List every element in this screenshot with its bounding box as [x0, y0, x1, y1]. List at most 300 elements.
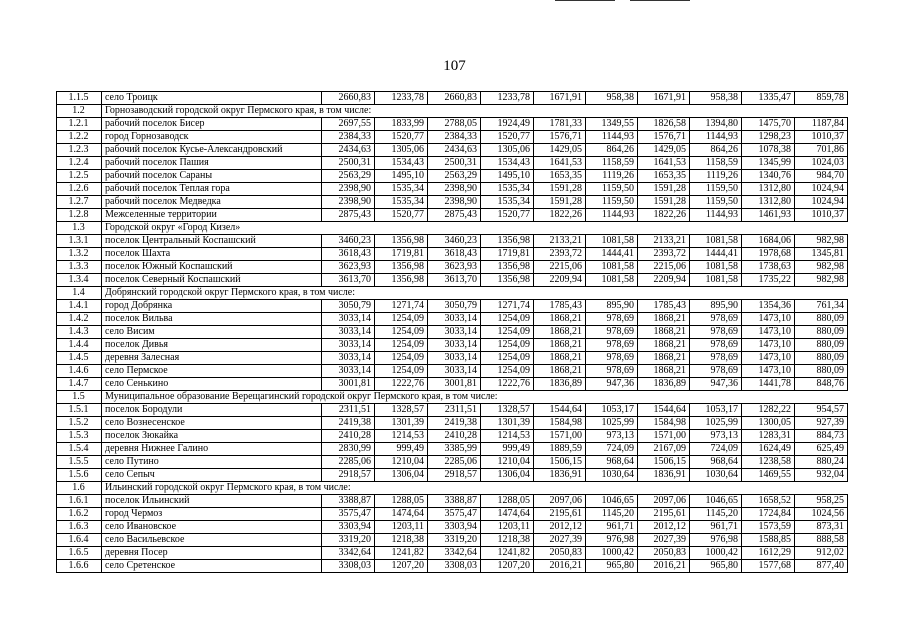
- value-cell: 1535,34: [375, 196, 428, 209]
- value-cell: 880,09: [795, 365, 848, 378]
- row-code: 1.6.3: [57, 521, 102, 534]
- value-cell: 978,69: [586, 352, 638, 365]
- value-cell: 3001,81: [428, 378, 481, 391]
- settlement-name: поселок Северный Коспашский: [102, 274, 322, 287]
- value-cell: 2410,28: [428, 430, 481, 443]
- value-cell: 1210,04: [481, 456, 534, 469]
- section-row: [57, 222, 848, 235]
- value-cell: 2419,38: [428, 417, 481, 430]
- value-cell: 3342,64: [428, 547, 481, 560]
- value-cell: 2050,83: [534, 547, 586, 560]
- settlement-name: город Чермоз: [102, 508, 322, 521]
- value-cell: 1301,39: [375, 417, 428, 430]
- value-cell: 1271,74: [375, 300, 428, 313]
- value-cell: 3308,03: [428, 560, 481, 573]
- value-cell: 978,69: [586, 365, 638, 378]
- settlement-name: рабочий поселок Медведка: [102, 196, 322, 209]
- value-cell: 2384,33: [428, 131, 481, 144]
- table-row: [57, 404, 848, 417]
- value-cell: 880,09: [795, 352, 848, 365]
- value-cell: 1158,59: [690, 157, 742, 170]
- value-cell: 2050,83: [638, 547, 690, 560]
- value-cell: 978,69: [586, 339, 638, 352]
- value-cell: 1081,58: [586, 261, 638, 274]
- table-row: [57, 560, 848, 573]
- section-title: Муниципальное образование Верещагинский городской округ Пермского края, в том числе:: [102, 391, 848, 404]
- settlement-name: рабочий поселок Сараны: [102, 170, 322, 183]
- table-row: [57, 508, 848, 521]
- value-cell: 1785,43: [534, 300, 586, 313]
- row-code: 1.3.3: [57, 261, 102, 274]
- value-cell: 3613,70: [322, 274, 375, 287]
- table-row: [57, 339, 848, 352]
- settlement-name: село Вознесенское: [102, 417, 322, 430]
- value-cell: 1254,09: [481, 313, 534, 326]
- value-cell: 973,13: [690, 430, 742, 443]
- value-cell: 2697,55: [322, 118, 375, 131]
- value-cell: 982,98: [795, 235, 848, 248]
- value-cell: 3033,14: [322, 326, 375, 339]
- row-code: 1.4.2: [57, 313, 102, 326]
- value-cell: 3460,23: [428, 235, 481, 248]
- table-row: [57, 456, 848, 469]
- value-cell: 965,80: [586, 560, 638, 573]
- table-row: [57, 313, 848, 326]
- row-code: 1.4: [57, 287, 102, 300]
- value-cell: 1591,28: [534, 196, 586, 209]
- value-cell: 1444,41: [690, 248, 742, 261]
- value-cell: 3033,14: [322, 313, 375, 326]
- value-cell: 1305,06: [481, 144, 534, 157]
- value-cell: 1584,98: [638, 417, 690, 430]
- value-cell: 877,40: [795, 560, 848, 573]
- section-title: Горнозаводский городской округ Пермского края, в том числе:: [102, 105, 848, 118]
- value-cell: 2398,90: [428, 183, 481, 196]
- value-cell: 1078,38: [742, 144, 795, 157]
- value-cell: 1254,09: [481, 352, 534, 365]
- value-cell: 1475,70: [742, 118, 795, 131]
- value-cell: 1301,39: [481, 417, 534, 430]
- table-row: [57, 352, 848, 365]
- table-row: [57, 209, 848, 222]
- value-cell: 895,90: [586, 300, 638, 313]
- value-cell: 1218,38: [375, 534, 428, 547]
- value-cell: 2027,39: [638, 534, 690, 547]
- value-cell: 880,09: [795, 339, 848, 352]
- settlement-name: село Сенькино: [102, 378, 322, 391]
- table-row: [57, 378, 848, 391]
- value-cell: 1444,41: [586, 248, 638, 261]
- value-cell: 1187,84: [795, 118, 848, 131]
- table-row: [57, 144, 848, 157]
- value-cell: 1024,94: [795, 196, 848, 209]
- value-cell: 1671,91: [534, 92, 586, 105]
- section-row: [57, 482, 848, 495]
- section-row: [57, 391, 848, 404]
- value-cell: 1591,28: [534, 183, 586, 196]
- value-cell: 1591,28: [638, 183, 690, 196]
- value-cell: 978,69: [690, 313, 742, 326]
- row-code: 1.2: [57, 105, 102, 118]
- value-cell: 1868,21: [638, 326, 690, 339]
- value-cell: 3303,94: [428, 521, 481, 534]
- value-cell: 3319,20: [428, 534, 481, 547]
- value-cell: 2660,83: [322, 92, 375, 105]
- value-cell: 1046,65: [586, 495, 638, 508]
- row-code: 1.3.4: [57, 274, 102, 287]
- value-cell: 1473,10: [742, 326, 795, 339]
- value-cell: 3033,14: [322, 352, 375, 365]
- value-cell: 976,98: [690, 534, 742, 547]
- value-cell: 1571,00: [638, 430, 690, 443]
- settlement-name: деревня Залесная: [102, 352, 322, 365]
- table-row: [57, 326, 848, 339]
- value-cell: 1588,85: [742, 534, 795, 547]
- value-cell: 1576,71: [534, 131, 586, 144]
- row-code: 1.4.5: [57, 352, 102, 365]
- value-cell: 3460,23: [322, 235, 375, 248]
- value-cell: 2563,29: [428, 170, 481, 183]
- value-cell: 1653,35: [534, 170, 586, 183]
- value-cell: 1305,06: [375, 144, 428, 157]
- row-code: 1.5.2: [57, 417, 102, 430]
- value-cell: 973,13: [586, 430, 638, 443]
- settlement-name: село Пермское: [102, 365, 322, 378]
- value-cell: 978,69: [690, 352, 742, 365]
- table-row: [57, 235, 848, 248]
- value-cell: 1429,05: [534, 144, 586, 157]
- table-body: [57, 92, 848, 573]
- settlement-name: поселок Центральный Коспашский: [102, 235, 322, 248]
- value-cell: 1724,84: [742, 508, 795, 521]
- value-cell: 1288,05: [375, 495, 428, 508]
- value-cell: 888,58: [795, 534, 848, 547]
- value-cell: 2167,09: [638, 443, 690, 456]
- value-cell: 1144,93: [690, 131, 742, 144]
- value-cell: 1207,20: [481, 560, 534, 573]
- value-cell: 1328,57: [375, 404, 428, 417]
- value-cell: 2133,21: [534, 235, 586, 248]
- value-cell: 1081,58: [690, 274, 742, 287]
- value-cell: 961,71: [690, 521, 742, 534]
- value-cell: 1222,76: [481, 378, 534, 391]
- value-cell: 1328,57: [481, 404, 534, 417]
- value-cell: 1781,33: [534, 118, 586, 131]
- value-cell: 932,04: [795, 469, 848, 482]
- value-cell: 724,09: [586, 443, 638, 456]
- scan-edge-mark: [555, 0, 615, 1]
- value-cell: 1836,91: [638, 469, 690, 482]
- value-cell: 1081,58: [690, 235, 742, 248]
- value-cell: 1119,26: [586, 170, 638, 183]
- value-cell: 3303,94: [322, 521, 375, 534]
- value-cell: 1473,10: [742, 352, 795, 365]
- value-cell: 3623,93: [428, 261, 481, 274]
- value-cell: 2500,31: [322, 157, 375, 170]
- value-cell: 1520,77: [481, 209, 534, 222]
- table-row: [57, 170, 848, 183]
- settlement-name: село Ивановское: [102, 521, 322, 534]
- value-cell: 1254,09: [481, 339, 534, 352]
- value-cell: 1641,53: [638, 157, 690, 170]
- value-cell: 1254,09: [375, 339, 428, 352]
- value-cell: 2016,21: [534, 560, 586, 573]
- row-code: 1.2.5: [57, 170, 102, 183]
- table-row: [57, 274, 848, 287]
- settlement-name: поселок Зюкайка: [102, 430, 322, 443]
- value-cell: 1282,22: [742, 404, 795, 417]
- row-code: 1.5.3: [57, 430, 102, 443]
- table-row: [57, 430, 848, 443]
- page-number: 107: [443, 58, 466, 74]
- value-cell: 958,25: [795, 495, 848, 508]
- value-cell: 1868,21: [534, 352, 586, 365]
- value-cell: 1506,15: [638, 456, 690, 469]
- value-cell: 978,69: [690, 326, 742, 339]
- value-cell: 625,49: [795, 443, 848, 456]
- value-cell: 2285,06: [322, 456, 375, 469]
- value-cell: 1254,09: [375, 313, 428, 326]
- value-cell: 2788,05: [428, 118, 481, 131]
- value-cell: 976,98: [586, 534, 638, 547]
- value-cell: 1474,64: [481, 508, 534, 521]
- value-cell: 2500,31: [428, 157, 481, 170]
- value-cell: 2398,90: [428, 196, 481, 209]
- value-cell: 1203,11: [481, 521, 534, 534]
- value-cell: 1144,93: [586, 209, 638, 222]
- row-code: 1.5: [57, 391, 102, 404]
- value-cell: 954,57: [795, 404, 848, 417]
- row-code: 1.2.2: [57, 131, 102, 144]
- value-cell: 2012,12: [638, 521, 690, 534]
- value-cell: 1473,10: [742, 339, 795, 352]
- value-cell: 1544,64: [534, 404, 586, 417]
- value-cell: 1288,05: [481, 495, 534, 508]
- value-cell: 1535,34: [481, 183, 534, 196]
- value-cell: 1024,03: [795, 157, 848, 170]
- value-cell: 2410,28: [322, 430, 375, 443]
- table-row: [57, 183, 848, 196]
- value-cell: 1735,22: [742, 274, 795, 287]
- value-cell: 1495,10: [375, 170, 428, 183]
- value-cell: 1506,15: [534, 456, 586, 469]
- value-cell: 1535,34: [481, 196, 534, 209]
- value-cell: 1429,05: [638, 144, 690, 157]
- value-cell: 999,49: [375, 443, 428, 456]
- value-cell: 1719,81: [481, 248, 534, 261]
- row-code: 1.4.4: [57, 339, 102, 352]
- value-cell: 1119,26: [690, 170, 742, 183]
- value-cell: 2209,94: [534, 274, 586, 287]
- value-cell: 3575,47: [322, 508, 375, 521]
- value-cell: 1573,59: [742, 521, 795, 534]
- settlement-name: поселок Вильва: [102, 313, 322, 326]
- row-code: 1.4.1: [57, 300, 102, 313]
- value-cell: 1159,50: [586, 183, 638, 196]
- value-cell: 1144,93: [586, 131, 638, 144]
- value-cell: 2311,51: [428, 404, 481, 417]
- value-cell: 1671,91: [638, 92, 690, 105]
- value-cell: 1203,11: [375, 521, 428, 534]
- settlement-name: рабочий поселок Кусье-Александровский: [102, 144, 322, 157]
- value-cell: 1081,58: [586, 274, 638, 287]
- value-cell: 1214,53: [375, 430, 428, 443]
- value-cell: 968,64: [586, 456, 638, 469]
- value-cell: 968,64: [690, 456, 742, 469]
- value-cell: 2918,57: [322, 469, 375, 482]
- value-cell: 3319,20: [322, 534, 375, 547]
- value-cell: 1612,29: [742, 547, 795, 560]
- value-cell: 947,36: [690, 378, 742, 391]
- row-code: 1.4.3: [57, 326, 102, 339]
- value-cell: 1836,89: [534, 378, 586, 391]
- settlement-name: село Сретенское: [102, 560, 322, 573]
- value-cell: 947,36: [586, 378, 638, 391]
- value-cell: 2384,33: [322, 131, 375, 144]
- value-cell: 1298,23: [742, 131, 795, 144]
- value-cell: 1534,43: [481, 157, 534, 170]
- value-cell: 1222,76: [375, 378, 428, 391]
- table-row: [57, 92, 848, 105]
- value-cell: 1624,49: [742, 443, 795, 456]
- settlement-name: Межселенные территории: [102, 209, 322, 222]
- value-cell: 1822,26: [534, 209, 586, 222]
- scan-edge-mark: [630, 0, 690, 1]
- value-cell: 1653,35: [638, 170, 690, 183]
- value-cell: 1030,64: [690, 469, 742, 482]
- value-cell: 3618,43: [428, 248, 481, 261]
- value-cell: 2195,61: [534, 508, 586, 521]
- row-code: 1.1.5: [57, 92, 102, 105]
- value-cell: 1159,50: [690, 183, 742, 196]
- value-cell: 958,38: [690, 92, 742, 105]
- value-cell: 984,70: [795, 170, 848, 183]
- value-cell: 1534,43: [375, 157, 428, 170]
- table-row: [57, 248, 848, 261]
- row-code: 1.2.1: [57, 118, 102, 131]
- value-cell: 999,49: [481, 443, 534, 456]
- value-cell: 978,69: [690, 365, 742, 378]
- section-title: Городской округ «Город Кизел»: [102, 222, 848, 235]
- value-cell: 3033,14: [428, 326, 481, 339]
- row-code: 1.6.6: [57, 560, 102, 573]
- table-row: [57, 521, 848, 534]
- value-cell: 1833,99: [375, 118, 428, 131]
- value-cell: 2285,06: [428, 456, 481, 469]
- row-code: 1.6.2: [57, 508, 102, 521]
- value-cell: 3033,14: [428, 365, 481, 378]
- value-cell: 1719,81: [375, 248, 428, 261]
- row-code: 1.4.6: [57, 365, 102, 378]
- settlement-name: поселок Дивья: [102, 339, 322, 352]
- value-cell: 1836,91: [534, 469, 586, 482]
- row-code: 1.6.4: [57, 534, 102, 547]
- value-cell: 3613,70: [428, 274, 481, 287]
- value-cell: 1241,82: [375, 547, 428, 560]
- value-cell: 1738,63: [742, 261, 795, 274]
- row-code: 1.3.1: [57, 235, 102, 248]
- value-cell: 880,24: [795, 456, 848, 469]
- settlement-name: село Васильевское: [102, 534, 322, 547]
- value-cell: 927,39: [795, 417, 848, 430]
- value-cell: 982,98: [795, 261, 848, 274]
- value-cell: 961,71: [586, 521, 638, 534]
- value-cell: 1868,21: [638, 313, 690, 326]
- value-cell: 1159,50: [690, 196, 742, 209]
- value-cell: 1283,31: [742, 430, 795, 443]
- value-cell: 1340,76: [742, 170, 795, 183]
- value-cell: 895,90: [690, 300, 742, 313]
- value-cell: 3033,14: [322, 365, 375, 378]
- value-cell: 1473,10: [742, 313, 795, 326]
- value-cell: 3342,64: [322, 547, 375, 560]
- value-cell: 1978,68: [742, 248, 795, 261]
- value-cell: 1254,09: [481, 326, 534, 339]
- row-code: 1.5.1: [57, 404, 102, 417]
- table-row: [57, 157, 848, 170]
- value-cell: 1024,94: [795, 183, 848, 196]
- value-cell: 3033,14: [428, 313, 481, 326]
- value-cell: 3033,14: [322, 339, 375, 352]
- value-cell: 859,78: [795, 92, 848, 105]
- value-cell: 1233,78: [481, 92, 534, 105]
- value-cell: 978,69: [690, 339, 742, 352]
- value-cell: 1924,49: [481, 118, 534, 131]
- value-cell: 1081,58: [586, 235, 638, 248]
- value-cell: 3308,03: [322, 560, 375, 573]
- settlement-name: город Горнозаводск: [102, 131, 322, 144]
- row-code: 1.3: [57, 222, 102, 235]
- value-cell: 1684,06: [742, 235, 795, 248]
- value-cell: 1312,80: [742, 196, 795, 209]
- row-code: 1.6: [57, 482, 102, 495]
- settlement-name: село Сепыч: [102, 469, 322, 482]
- value-cell: 912,02: [795, 547, 848, 560]
- value-cell: 1207,20: [375, 560, 428, 573]
- value-cell: 1441,78: [742, 378, 795, 391]
- settlement-name: деревня Посер: [102, 547, 322, 560]
- settlement-name: село Путино: [102, 456, 322, 469]
- value-cell: 1000,42: [586, 547, 638, 560]
- value-cell: 1356,98: [375, 261, 428, 274]
- value-cell: 1312,80: [742, 183, 795, 196]
- value-cell: 864,26: [586, 144, 638, 157]
- value-cell: 864,26: [690, 144, 742, 157]
- table-row: [57, 547, 848, 560]
- value-cell: 2434,63: [428, 144, 481, 157]
- value-cell: 978,69: [586, 313, 638, 326]
- section-row: [57, 287, 848, 300]
- settlement-name: поселок Ильинский: [102, 495, 322, 508]
- value-cell: 1254,09: [375, 352, 428, 365]
- value-cell: 2660,83: [428, 92, 481, 105]
- value-cell: 1345,81: [795, 248, 848, 261]
- value-cell: 1356,98: [375, 274, 428, 287]
- value-cell: 1473,10: [742, 365, 795, 378]
- value-cell: 2875,43: [428, 209, 481, 222]
- value-cell: 724,09: [690, 443, 742, 456]
- value-cell: 1254,09: [481, 365, 534, 378]
- value-cell: 1571,00: [534, 430, 586, 443]
- value-cell: 1836,89: [638, 378, 690, 391]
- value-cell: 2215,06: [534, 261, 586, 274]
- value-cell: 3618,43: [322, 248, 375, 261]
- value-cell: 1822,26: [638, 209, 690, 222]
- value-cell: 1214,53: [481, 430, 534, 443]
- value-cell: 1345,99: [742, 157, 795, 170]
- section-title: Добрянский городской округ Пермского края, в том числе:: [102, 287, 848, 300]
- value-cell: 1356,98: [481, 261, 534, 274]
